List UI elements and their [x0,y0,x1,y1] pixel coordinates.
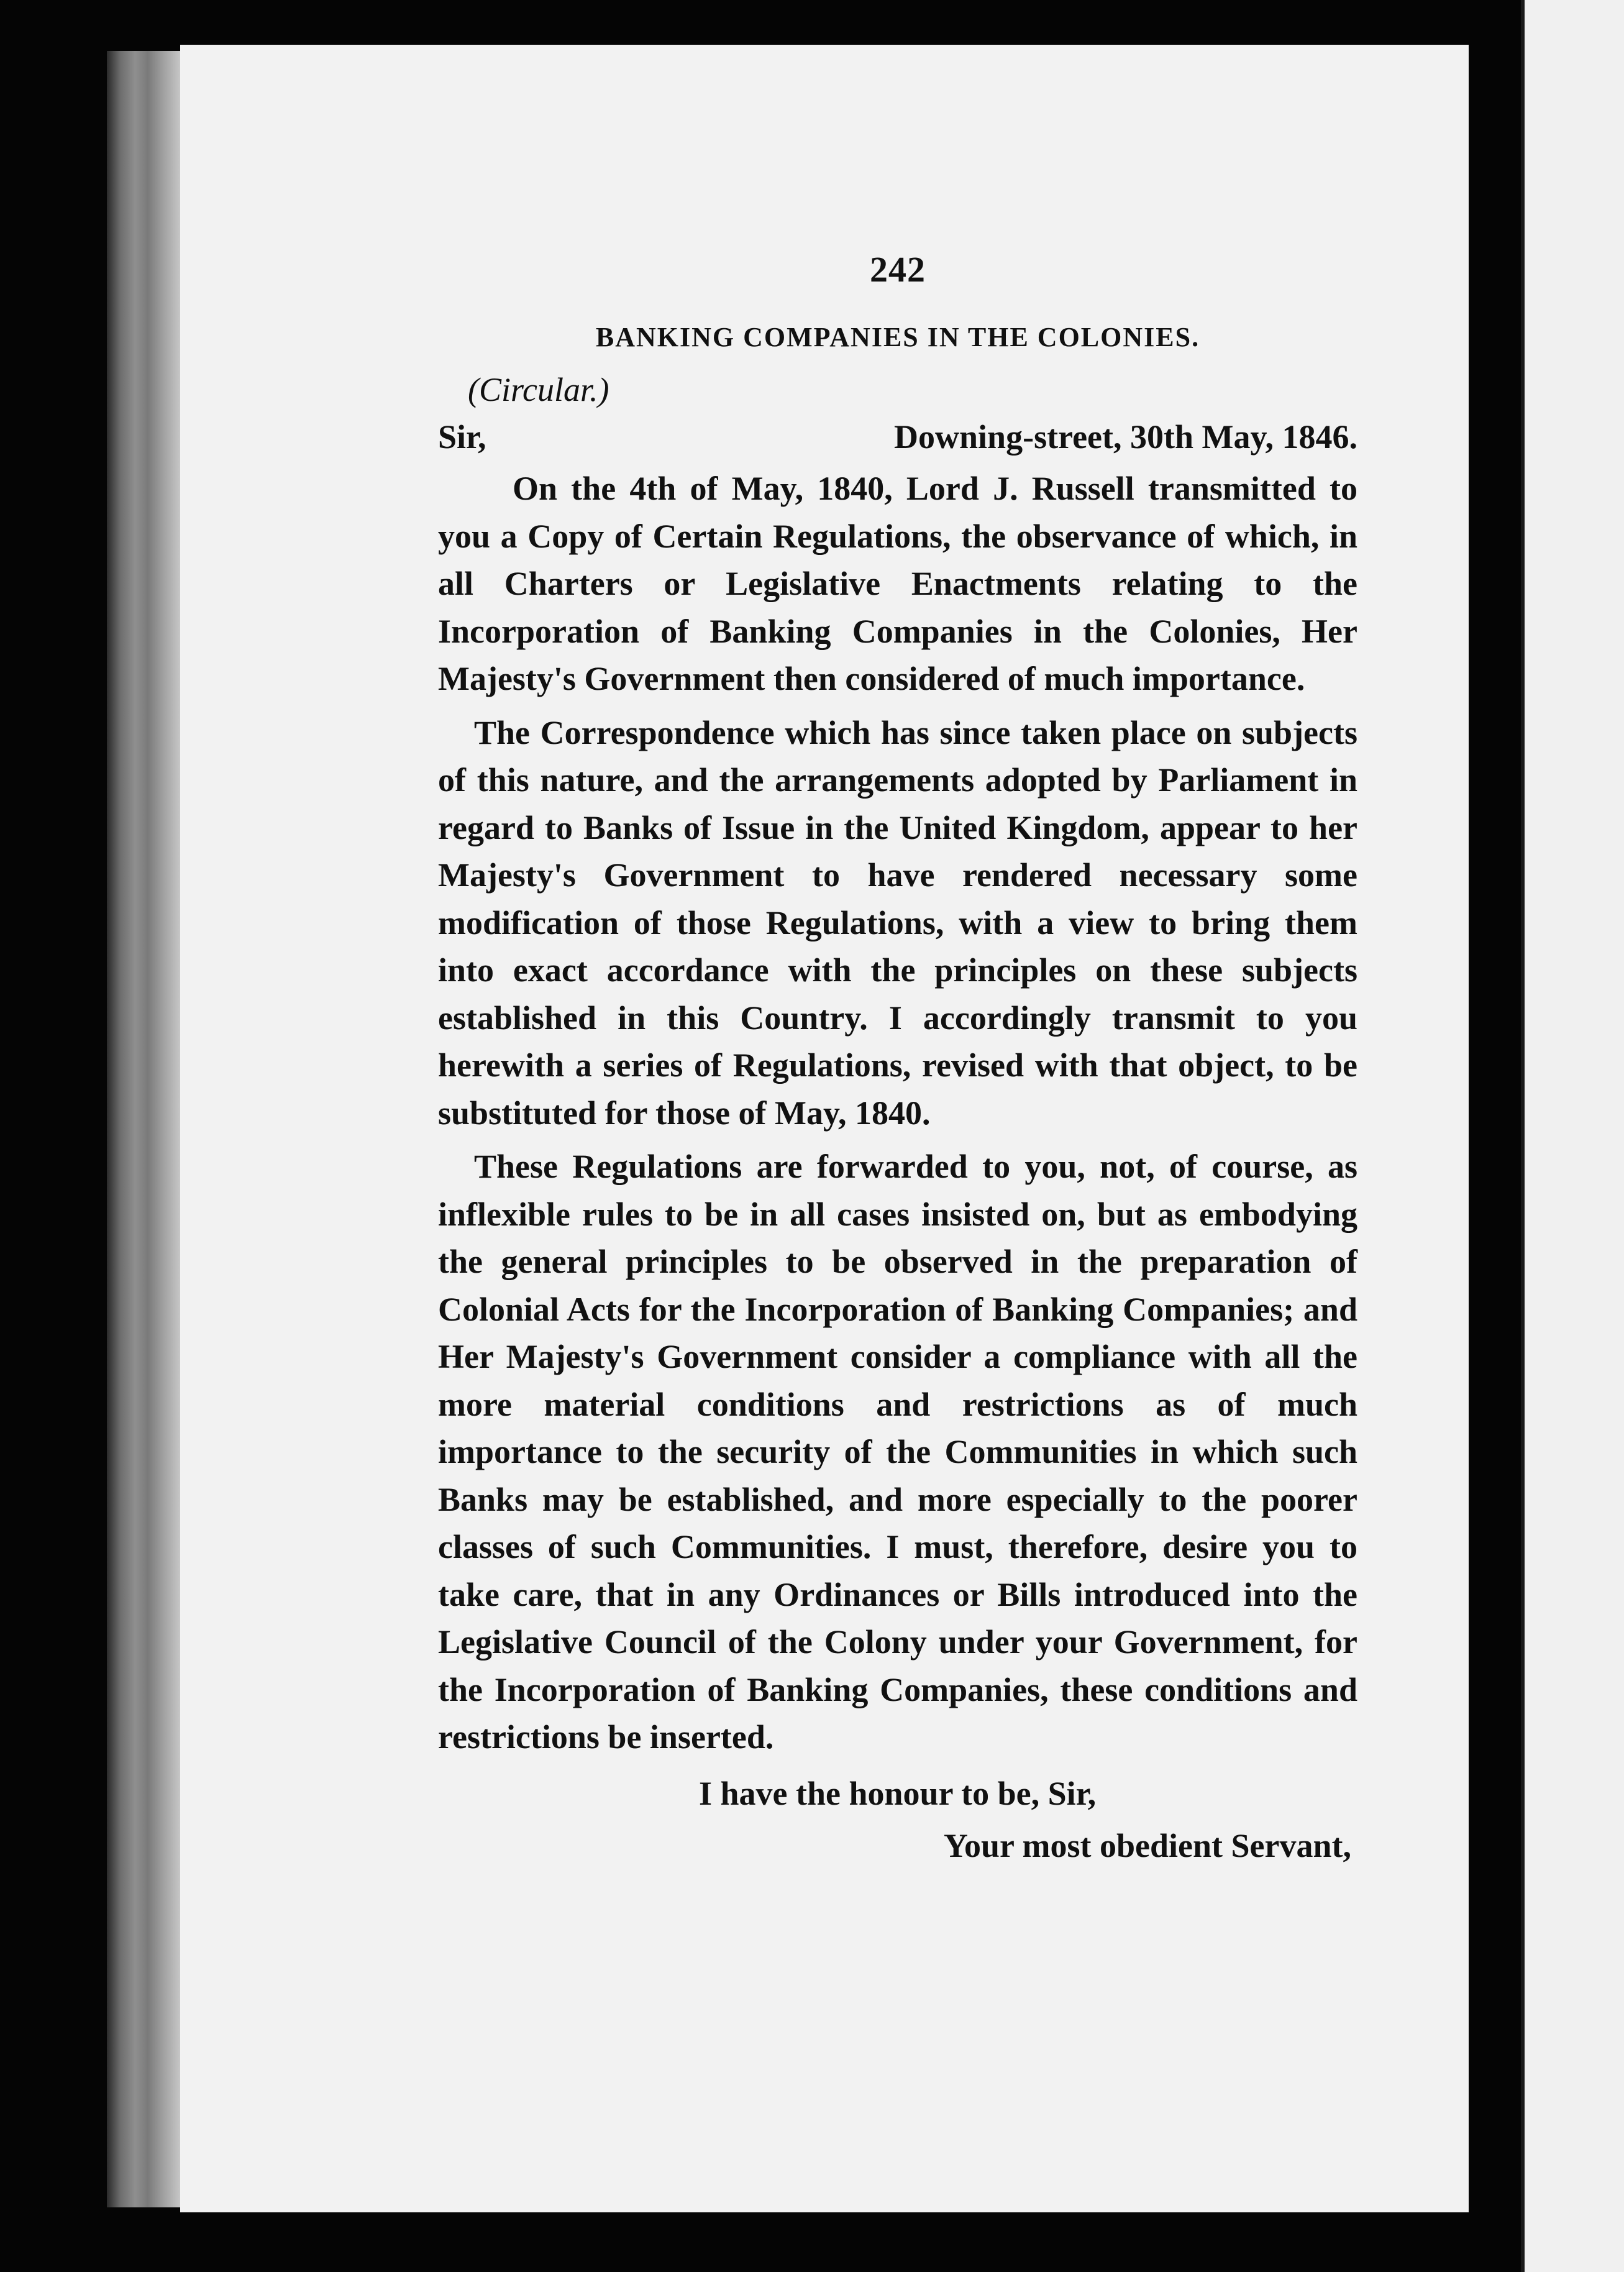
page-text [438,249,1357,1872]
book-spine-edge [107,51,181,2207]
salutation-row [438,418,1357,456]
paragraph-2: The Correspondence which has since taken place on subjects of this nature, and the arrangements adopted by Parliament in regard to Banks of Issue in the United Kingdom, appear to her Majesty's Government to have rendered necessary some modification of those Regulations, with a view to bring them into exact accordance with the principles on these subjects established in this Country. I accordingly transmit to you herewith a series of Regulations, revised with that object, to be substituted for those of May, 1840. [438,713,1357,1132]
closing-line-2: Your most obedient Servant, [943,1826,1351,1864]
facing-page-edge [1521,0,1624,2272]
circular-label: (Circular.) [468,371,609,408]
paragraph-1: On the 4th of May, 1840, Lord J. Russell transmitted to you a Copy of Certain Regulations, the observance of which, in all Charters or Legislative Enactments relating to the Incorporation of Banking Companies in the Colonies, Her Majesty's Government then considered of much importance. [438,470,1357,697]
salutation: Sir, [438,418,486,456]
closing [438,1767,1357,1872]
section-heading: BANKING COMPANIES IN THE COLONIES. [595,322,1200,352]
dateline: Downing-street, 30th May, 1846. [894,418,1357,456]
paragraph-3: These Regulations are forwarded to you, not, of course, as inflexible rules to be in all cases insisted on, but as embodying the general principles to be observed in the preparation of Colonial Acts for the Incorporation of Banking Companies; and Her Majesty's Government consider a compliance with all the more material conditions and restrictions as of much importance to the security of the Communities in which such Banks may be established, and more especially to the poorer classes of such Communities. I must, therefore, desire you to take care, that in any Ordinances or Bills introduced into the Legislative Council of the Colony under your Government, for the Incorporation of Banking Companies, these conditions and restrictions be inserted. [438,1148,1357,1756]
closing-line-1: I have the honour to be, Sir, [699,1774,1097,1812]
page-number: 242 [870,249,926,290]
